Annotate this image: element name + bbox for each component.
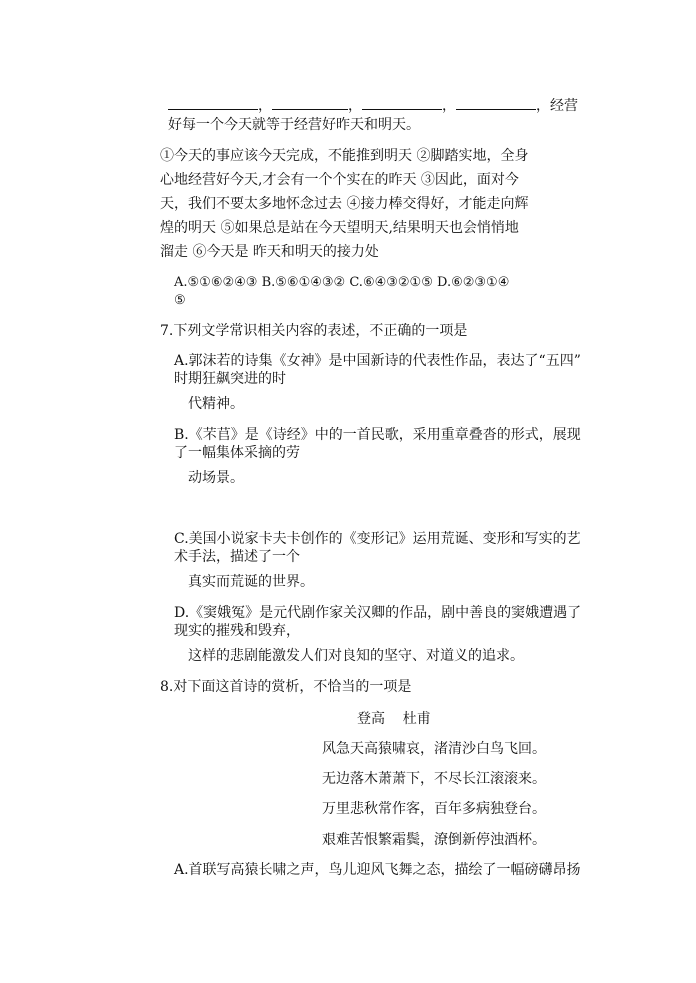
q7-option-a: A.郭沫若的诗集《女神》是中国新诗的代表性作品，表达了“五四”	[174, 353, 581, 369]
poem-line: 万里悲秋常作客，百年多病独登台。	[322, 801, 546, 817]
q7-stem: 7.下列文学常识相关内容的表述，不正确的一项是	[160, 323, 468, 339]
q6-item-line: 天，我们不要太多地怀念过去 ④接力棒交得好，才能走向辉	[160, 196, 529, 212]
answer-blank-2[interactable]	[272, 97, 348, 110]
poem-title: 登高 杜甫	[357, 711, 431, 727]
q7-option-a-cont: 时期狂飙突进的时	[174, 371, 286, 387]
q8-stem: 8.对下面这首诗的赏析，不恰当的一项是	[160, 679, 412, 695]
q7-option-d-cont: 这样的悲剧能激发人们对良知的坚守、对道义的追求。	[188, 648, 524, 664]
q7-option-b-cont: 动场景。	[188, 470, 244, 486]
q6-options-cont: ⑤	[174, 293, 186, 308]
q7-option-d-cont: 现实的摧残和毁弃，	[174, 623, 300, 639]
q7-option-c-cont: 术手法，描述了一个	[174, 549, 300, 565]
q7-option-b: B.《芣苢》是《诗经》中的一首民歌，采用重章叠沓的形式，展现	[174, 427, 581, 443]
q6-item-line: 溜走 ⑥今天是 昨天和明天的接力处	[160, 244, 379, 260]
q7-option-a-cont: 代精神。	[188, 396, 244, 412]
q7-option-b-cont: 了一幅集体采摘的劳	[174, 445, 300, 461]
q6-item-line: 心地经营好今天,才会有一个个实在的昨天 ③因此，面对今	[160, 172, 519, 188]
answer-blank-1[interactable]	[168, 97, 258, 110]
q6-options: A.⑤①⑥②④③ B.⑤⑥①④③② C.⑥④③②①⑤ D.⑥②③①④	[174, 275, 510, 290]
q7-option-c-cont: 真实而荒诞的世界。	[188, 574, 314, 590]
q8-option-a: A.首联写高猿长啸之声，鸟儿迎风飞舞之态，描绘了一幅磅礴昂扬	[174, 862, 581, 878]
answer-blank-4[interactable]	[456, 97, 536, 110]
poem-line: 无边落木萧萧下，不尽长江滚滚来。	[322, 771, 546, 787]
q6-fill-in-line: ， ， ， ，经营	[168, 97, 578, 115]
q6-stem-line2: 好每一个今天就等于经营好昨天和明天。	[168, 117, 420, 133]
poem-line: 风急天高猿啸哀，渚清沙白鸟飞回。	[322, 741, 546, 757]
q7-option-d: D.《窦娥冤》是元代剧作家关汉卿的作品，剧中善良的窦娥遭遇了	[174, 605, 582, 621]
q7-option-c: C.美国小说家卡夫卡创作的《变形记》运用荒诞、变形和写实的艺	[174, 531, 581, 547]
answer-blank-3[interactable]	[362, 97, 442, 110]
poem-line: 艰难苦恨繁霜鬓，潦倒新停浊酒杯。	[322, 832, 546, 848]
q6-item-line: 煌的明天 ⑤如果总是站在今天望明天,结果明天也会悄悄地	[160, 220, 519, 236]
q6-item-line: ①今天的事应该今天完成，不能推到明天 ②脚踏实地，全身	[160, 148, 529, 164]
